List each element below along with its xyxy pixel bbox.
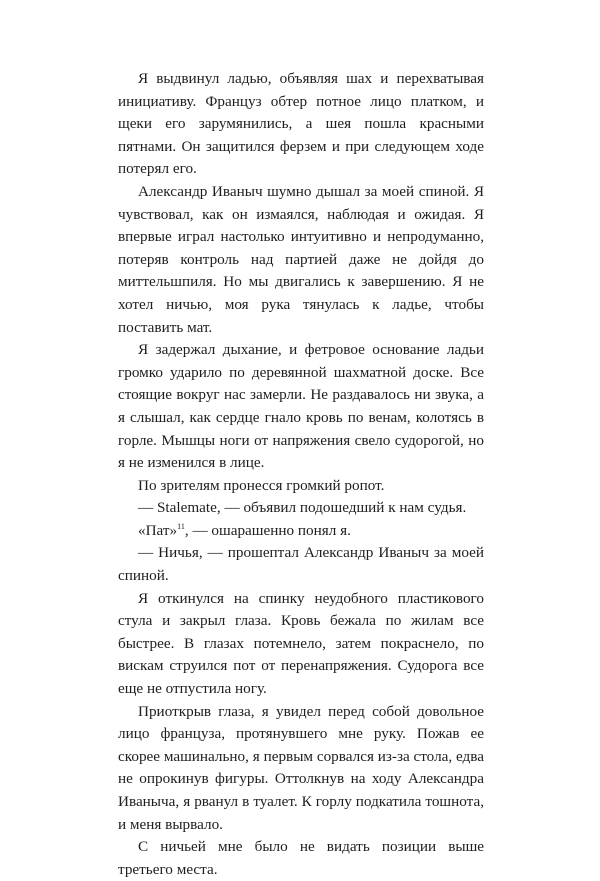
paragraph-4: По зрителям пронесся громкий ропот. bbox=[138, 476, 385, 494]
paragraph-10: С ничьей мне было не видать позиции выше третьего места. bbox=[118, 838, 484, 878]
paragraph-7: — Ничья, — прошептал Александр Иваныч за моей спиной. bbox=[118, 544, 484, 585]
paragraph-5: — Stalemate, — объявил подошедший к нам судья. bbox=[138, 499, 467, 517]
paragraph-6-with-footnote bbox=[118, 520, 484, 543]
paragraph-9: Приоткрыв глаза, я увидел перед собой довольное лицо француза, протянувшего мне руку. Пожав ее скорее машинально, я первым сорвался из-за стола, едва не опрокинув фигуры. Оттолкнув на ходу Александра Иваныча, я рванул в туалет. К горлу подкатила тошнота, и меня вырвало. bbox=[118, 702, 484, 833]
footnote-marker[interactable]: 11 bbox=[177, 521, 185, 531]
page-body-text bbox=[118, 68, 484, 881]
paragraph-1: Я выдвинул ладью, объявляя шах и перехватывая инициативу. Француз обтер потное лицо платком, и щеки его зарумянились, а шея пошла красными пятнами. Он защитился ферзем и при следующем ходе потерял его. bbox=[118, 70, 484, 178]
paragraph-2: Александр Иваныч шумно дышал за моей спиной. Я чувствовал, как он измаялся, наблюдая и ожидая. Я впервые играл настолько интуитивно и непродуманно, потеряв контроль над партией даже не дойдя до миттельшпиля. Но мы двигались к завершению. Я не хотел ничью, моя рука тянулась к ладье, чтобы поставить мат. bbox=[118, 182, 484, 336]
pat-rest: , — ошарашенно понял я. bbox=[184, 521, 351, 539]
paragraph-8: Я откинулся на спинку неудобного пластикового стула и закрыл глаза. Кровь бежала по жилам все быстрее. В глазах потемнело, затем покраснело, по вискам струился пот от перенапряжения. Судорога все еще не отпустила ногу. bbox=[118, 589, 484, 698]
pat-quote: «Пат» bbox=[138, 521, 178, 539]
paragraph-3: Я задержал дыхание, и фетровое основание ладьи громко ударило по деревянной шахматной доске. Все стоящие вокруг нас замерли. Не раздавалось ни звука, а я слышал, как сердце гнало кровь по венам, колотясь в горле. Мышцы ноги от напряжения свело судорогой, но я не изменился в лице. bbox=[118, 341, 484, 472]
